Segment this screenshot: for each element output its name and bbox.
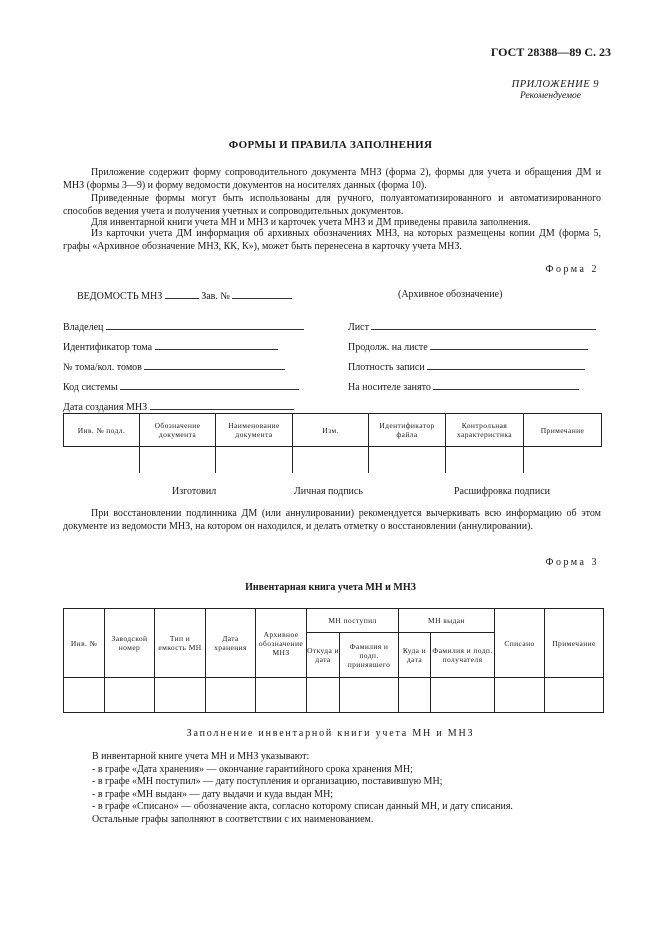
- form3-table: [63, 608, 604, 713]
- intro-paragraph-4: Из карточки учета ДМ информация об архивных обозначениях МНЗ, на которых размещены копии ДМ (форма 5, графы «Архивное обозначение МНЗ, КК, К»), может быть перенесена в карточку учета МНЗ.: [63, 228, 601, 252]
- sign-made-by: Изготовил: [172, 486, 217, 497]
- field-density: Плотность записи: [348, 360, 585, 373]
- intro-paragraph-3: Для инвентарной книги учета МН и МНЗ и карточек учета МНЗ и ДМ приведены правила заполнения.: [91, 217, 531, 228]
- col-issued-group: МН выдан: [399, 609, 495, 633]
- sign-decoding: Расшифровка подписи: [454, 486, 550, 497]
- form3-title: Инвентарная книга учета МН и МНЗ: [245, 582, 416, 593]
- field-owner: Владелец: [63, 320, 304, 333]
- page-title: ФОРМЫ И ПРАВИЛА ЗАПОЛНЕНИЯ: [228, 139, 433, 151]
- empty-cell: [524, 447, 602, 473]
- col-issued-name: Фамилия и подп. получателя: [431, 633, 495, 678]
- empty-cell: [446, 447, 524, 473]
- col-received-name: Фамилия и подп. принявшего: [340, 633, 399, 678]
- col-issued-to: Куда и дата: [399, 633, 431, 678]
- page-header: ГОСТ 28388—89 С. 23: [490, 45, 611, 59]
- col-written-off: Списано: [495, 609, 545, 678]
- col-file-id: Идентификатор файла: [369, 414, 446, 447]
- empty-cell: [64, 678, 105, 713]
- field-volume-count: № тома/кол. томов: [63, 360, 285, 373]
- empty-cell: [155, 678, 206, 713]
- col-received-group: МН поступил: [307, 609, 399, 633]
- empty-cell: [495, 678, 545, 713]
- empty-cell: [340, 678, 399, 713]
- empty-cell: [64, 447, 140, 473]
- col-received-from: Откуда и дата: [307, 633, 340, 678]
- rules-item: - в графе «МН выдан» — дату выдачи и куда выдан МН;: [92, 788, 334, 800]
- col-storage-date: Дата хранения: [206, 609, 256, 678]
- col-archive-mnz: Архивное обозначение МНЗ: [256, 609, 307, 678]
- intro-paragraph-1: Приложение содержит форму сопроводительного документа МНЗ (форма 2), формы для учета и обращения ДМ и МНЗ (формы 3—9) и форму ведомости документов на носителях данных (форма 10).: [63, 167, 601, 191]
- col-inv: Инв. №: [64, 609, 105, 678]
- empty-cell: [216, 447, 293, 473]
- archive-designation: (Архивное обозначение): [398, 289, 503, 300]
- empty-cell: [105, 678, 155, 713]
- col-type-capacity: Тип и емкость МН: [155, 609, 206, 678]
- rules-intro: В инвентарной книге учета МН и МНЗ указывают:: [92, 751, 310, 762]
- col-factory-no: Заводской номер: [105, 609, 155, 678]
- field-occupied: На носителе занято: [348, 380, 579, 393]
- col-change: Изм.: [293, 414, 369, 447]
- form2-label: Форма 2: [545, 264, 599, 275]
- col-note: Примечание: [524, 414, 602, 447]
- form2-note: При восстановлении подлинника ДМ (или аннулировании) рекомендуется вычеркивать всю информацию об этом документе из ведомости МНЗ, на котором он находился, и делать отметку о восстановлении (аннулировании).: [63, 508, 601, 532]
- col-doc-designation: Обозначение документа: [140, 414, 216, 447]
- appendix-label: ПРИЛОЖЕНИЕ 9: [511, 79, 599, 90]
- col-note: Примечание: [545, 609, 604, 678]
- form2-table: [63, 413, 602, 473]
- rules-list: [92, 751, 513, 826]
- form3-label: Форма 3: [545, 557, 599, 568]
- field-system-code: Код системы: [63, 380, 299, 393]
- empty-cell: [293, 447, 369, 473]
- rules-title: Заполнение инвентарной книги учета МН и МНЗ: [186, 728, 475, 739]
- vedomost-line: ВЕДОМОСТЬ МНЗ Зав. №: [77, 289, 292, 302]
- col-doc-name: Наименование документа: [216, 414, 293, 447]
- sign-personal: Личная подпись: [294, 486, 363, 497]
- empty-cell: [206, 678, 256, 713]
- intro-paragraph-2: Приведенные формы могут быть использованы для ручного, полуавтоматизированного и автоматизированного способов ведения учета и получения учетных и сопроводительных документов.: [63, 193, 601, 217]
- rules-outro: Остальные графы заполняют в соответствии с их наименованием.: [92, 813, 374, 825]
- empty-cell: [256, 678, 307, 713]
- empty-cell: [545, 678, 604, 713]
- field-creation-date: Дата создания МНЗ: [63, 400, 294, 413]
- field-sheet: Лист: [348, 320, 596, 333]
- field-volume-id: Идентификатор тома: [63, 340, 278, 353]
- col-inv-no: Инв. № подл.: [64, 414, 140, 447]
- field-continued: Продолж. на листе: [348, 340, 588, 353]
- form3-header-row-1: [64, 609, 604, 633]
- form2-header-row: [64, 414, 602, 447]
- empty-cell: [140, 447, 216, 473]
- empty-cell: [399, 678, 431, 713]
- empty-cell: [369, 447, 446, 473]
- appendix-status: Рекомендуемое: [519, 91, 581, 101]
- form3-empty-row: [64, 678, 604, 713]
- col-checksum: Контрольная характеристика: [446, 414, 524, 447]
- form2-empty-row: [64, 447, 602, 473]
- empty-cell: [431, 678, 495, 713]
- empty-cell: [307, 678, 340, 713]
- rules-item: - в графе «Дата хранения» — окончание гарантийного срока хранения МН;: [92, 763, 413, 775]
- rules-item: - в графе «Списано» — обозначение акта, согласно которому списан данный МН, и дату списания.: [92, 801, 513, 812]
- rules-item: - в графе «МН поступил» — дату поступления и организацию, поставившую МН;: [92, 776, 443, 787]
